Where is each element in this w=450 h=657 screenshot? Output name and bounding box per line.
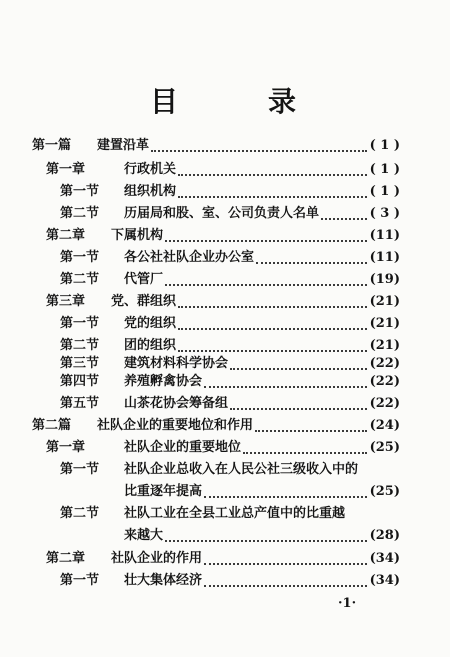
toc-entry-page: (11) — [369, 228, 400, 243]
toc-entry-title: 团的组织 — [124, 338, 177, 353]
toc-entry — [0, 136, 450, 156]
toc-dot-leader — [230, 388, 367, 410]
toc-dot-leader — [255, 410, 367, 432]
toc-entry-page: (25) — [369, 484, 400, 499]
toc-entry-page: ( 1 ) — [369, 138, 400, 153]
toc-dot-leader — [256, 242, 367, 264]
toc-entry-label: 第二节 — [60, 272, 100, 287]
toc-entry-title: 代管厂 — [124, 272, 164, 287]
toc-entry — [0, 482, 450, 502]
toc-entry-label: 第三节 — [60, 356, 100, 371]
toc-entry-page: ( 1 ) — [369, 162, 400, 177]
toc-entry-label: 第一节 — [60, 573, 100, 588]
toc-entry — [0, 438, 450, 458]
page-number: ·1· — [338, 596, 357, 611]
toc-entry-label: 第一节 — [60, 316, 100, 331]
toc-entry-page: (21) — [369, 316, 400, 331]
toc-entry-title: 社队企业的作用 — [111, 551, 203, 566]
toc-entry-title: 来越大 — [124, 528, 164, 543]
toc-entry — [0, 372, 450, 392]
toc-dot-leader — [178, 176, 367, 198]
toc-entry-label: 第五节 — [60, 396, 100, 411]
title-char-2: 录 — [268, 85, 299, 118]
toc-entry-title: 壮大集体经济 — [124, 573, 203, 588]
toc-entry-label: 第一章 — [46, 162, 86, 177]
toc-entry-label: 第二节 — [60, 338, 100, 353]
toc-dot-leader — [204, 476, 367, 498]
toc-entry-page: (22) — [369, 374, 400, 389]
toc-entry-title: 社队企业总收入在人民公社三级收入中的 — [124, 462, 359, 477]
toc-entry-page: ( 3 ) — [369, 206, 400, 221]
toc-dot-leader — [204, 565, 367, 587]
toc-entry-page: (34) — [369, 573, 400, 588]
toc-entry-title: 养殖孵禽协会 — [124, 374, 203, 389]
toc-entry-title: 党、群组织 — [111, 294, 177, 309]
toc-dot-leader — [178, 308, 367, 330]
toc-entry-title: 社队企业的重要地位 — [124, 440, 242, 455]
toc-entry-page: (19) — [369, 272, 400, 287]
toc-entry-title: 比重逐年提高 — [124, 484, 203, 499]
toc-entry-title: 组织机构 — [124, 184, 177, 199]
toc-dot-leader — [321, 198, 367, 220]
toc-entry-title: 山茶花协会筹备组 — [124, 396, 229, 411]
toc-entry-title: 下属机构 — [111, 228, 164, 243]
toc-entry-label: 第二章 — [46, 228, 86, 243]
toc-dot-leader — [178, 286, 367, 308]
toc-entry-title: 各公社社队企业办公室 — [124, 250, 255, 265]
toc-entry-label: 第一节 — [60, 184, 100, 199]
toc-entry-page: (28) — [369, 528, 400, 543]
toc-entry-label: 第二节 — [60, 506, 100, 521]
toc-dot-leader — [165, 520, 367, 542]
toc-dot-leader — [204, 543, 367, 565]
toc-entry-page: (22) — [369, 356, 400, 371]
toc-entry-label: 第三章 — [46, 294, 86, 309]
toc-entry-page: (21) — [369, 294, 400, 309]
toc-entry-title: 历届局和股、室、公司负责人名单 — [124, 206, 320, 221]
toc-entry-title: 社队工业在全县工业总产值中的比重越 — [124, 506, 346, 521]
toc-dot-leader — [243, 432, 367, 454]
toc-entry-page: (21) — [369, 338, 400, 353]
toc-entry-page: (11) — [369, 250, 400, 265]
toc-entry-label: 第二章 — [46, 551, 86, 566]
toc-dot-leader — [204, 366, 367, 388]
toc-entry-label: 第四节 — [60, 374, 100, 389]
toc-entry-title: 建置沿革 — [97, 138, 150, 153]
toc-entry-title: 社队企业的重要地位和作用 — [97, 418, 254, 433]
toc-entry-page: (22) — [369, 396, 400, 411]
toc-entry — [0, 394, 450, 414]
toc-dot-leader — [178, 154, 367, 176]
toc-entry-page: (34) — [369, 551, 400, 566]
toc-entry-label: 第一节 — [60, 250, 100, 265]
toc-entry-label: 第二篇 — [32, 418, 72, 433]
toc-entry-page: (24) — [369, 418, 400, 433]
toc-entry — [0, 182, 450, 202]
toc-dot-leader — [151, 130, 367, 152]
toc-entry-page: (25) — [369, 440, 400, 455]
toc-entry — [0, 571, 450, 591]
toc-entry-label: 第一篇 — [32, 138, 72, 153]
toc-entry-title: 行政机关 — [124, 162, 177, 177]
toc-entry — [0, 336, 450, 356]
toc-entry-title: 党的组织 — [124, 316, 177, 331]
toc-entry-label: 第一章 — [46, 440, 86, 455]
toc-entry — [0, 416, 450, 436]
toc-entry-title: 建筑材料科学协会 — [124, 356, 229, 371]
toc-dot-leader — [165, 264, 367, 286]
toc-entry-page: ( 1 ) — [369, 184, 400, 199]
toc-entry — [0, 226, 450, 246]
toc-dot-leader — [165, 220, 367, 242]
toc-entry-label: 第二节 — [60, 206, 100, 221]
title-char-1: 目 — [150, 85, 181, 118]
toc-entry-label: 第一节 — [60, 462, 100, 477]
